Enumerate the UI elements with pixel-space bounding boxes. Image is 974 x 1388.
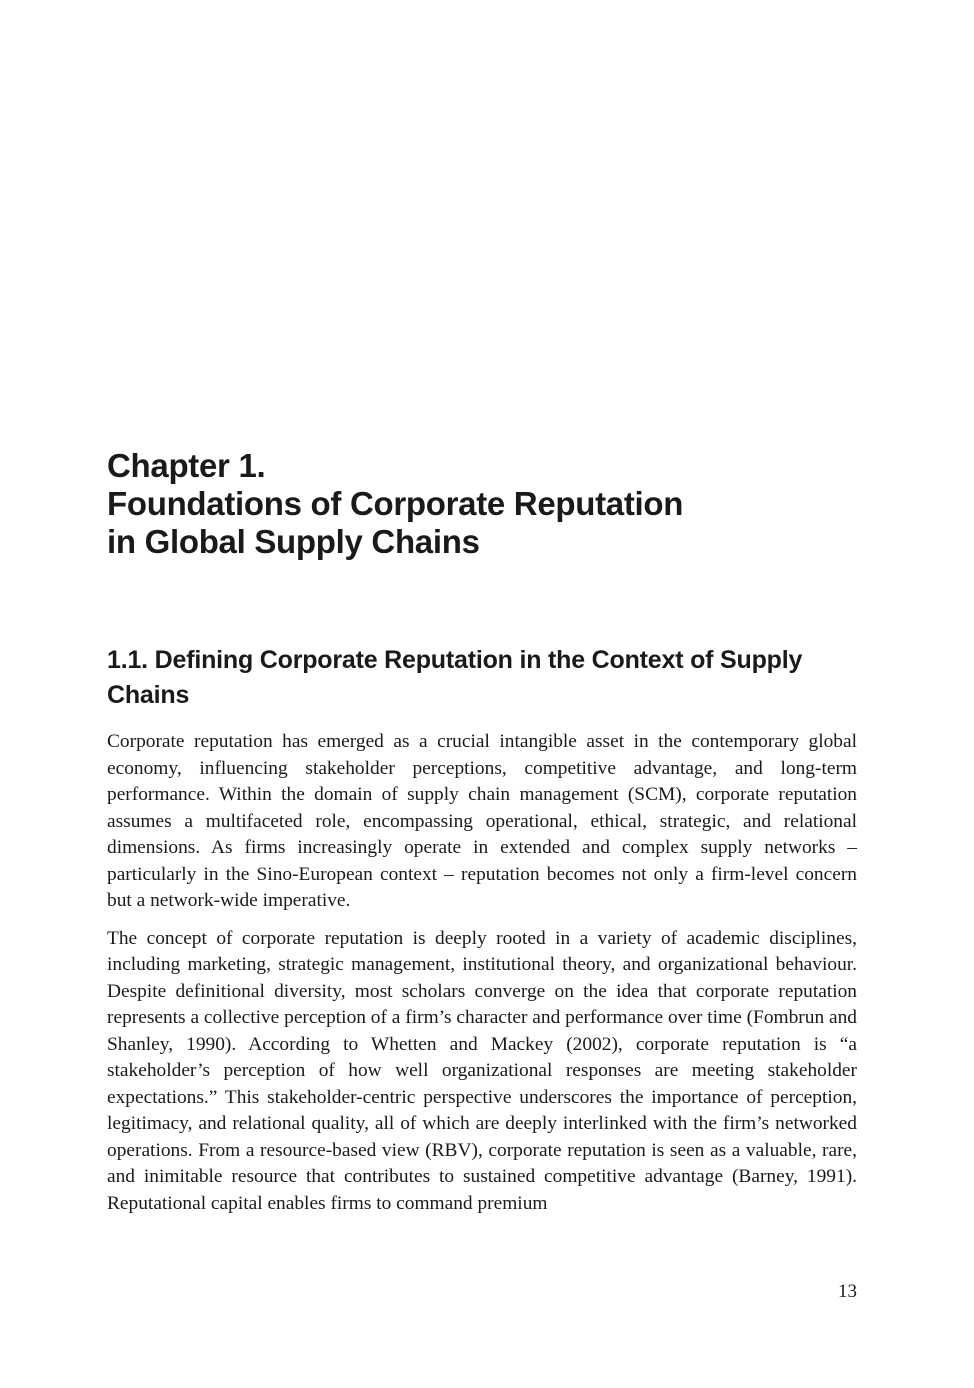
section-heading: 1.1. Defining Corporate Reputation in the Context of Supply Chains — [107, 646, 803, 709]
chapter-title-line-2: in Global Supply Chains — [107, 523, 480, 560]
page-number: 13 — [838, 1281, 857, 1302]
body-text — [107, 729, 857, 1228]
chapter-title — [107, 447, 867, 561]
chapter-title-line-1: Foundations of Corporate Reputation — [107, 485, 684, 522]
paragraph-1: Corporate reputation has emerged as a crucial intangible asset in the contemporary global economy, influencing stakeholder perceptions, competitive advantage, and long-term performance. Within the domain of supply chain management (SCM), corporate reputation assumes a multifaceted role, encompassing operational, ethical, strategic, and relational dimensions. As firms increasingly operate in extended and complex supply networks – particularly in the Sino-European context – reputation becomes not only a firm-level concern but a network-wide imperative. — [107, 731, 857, 911]
paragraph-2: The concept of corporate reputation is deeply rooted in a variety of academic disciplines, including marketing, strategic management, institutional theory, and organizational behaviour. Despite definitional diversity, most scholars converge on the idea that corporate reputation represents a collective perception of a firm’s character and performance over time (Fombrun and Shanley, 1990). According to Whetten and Mackey (2002), corporate reputation is “a stakeholder’s perception of how well organizational responses are meeting stakeholder expectations.” This stakeholder-centric perspective underscores the importance of perception, legitimacy, and relational quality, all of which are deeply interlinked with the firm’s networked operations. From a resource-based view (RBV), corporate reputation is seen as a valuable, rare, and inimitable resource that contributes to sustained competitive advantage (Barney, 1991). Reputational capital enables firms to command premium — [107, 927, 857, 1214]
chapter-number: Chapter 1. — [107, 447, 266, 484]
